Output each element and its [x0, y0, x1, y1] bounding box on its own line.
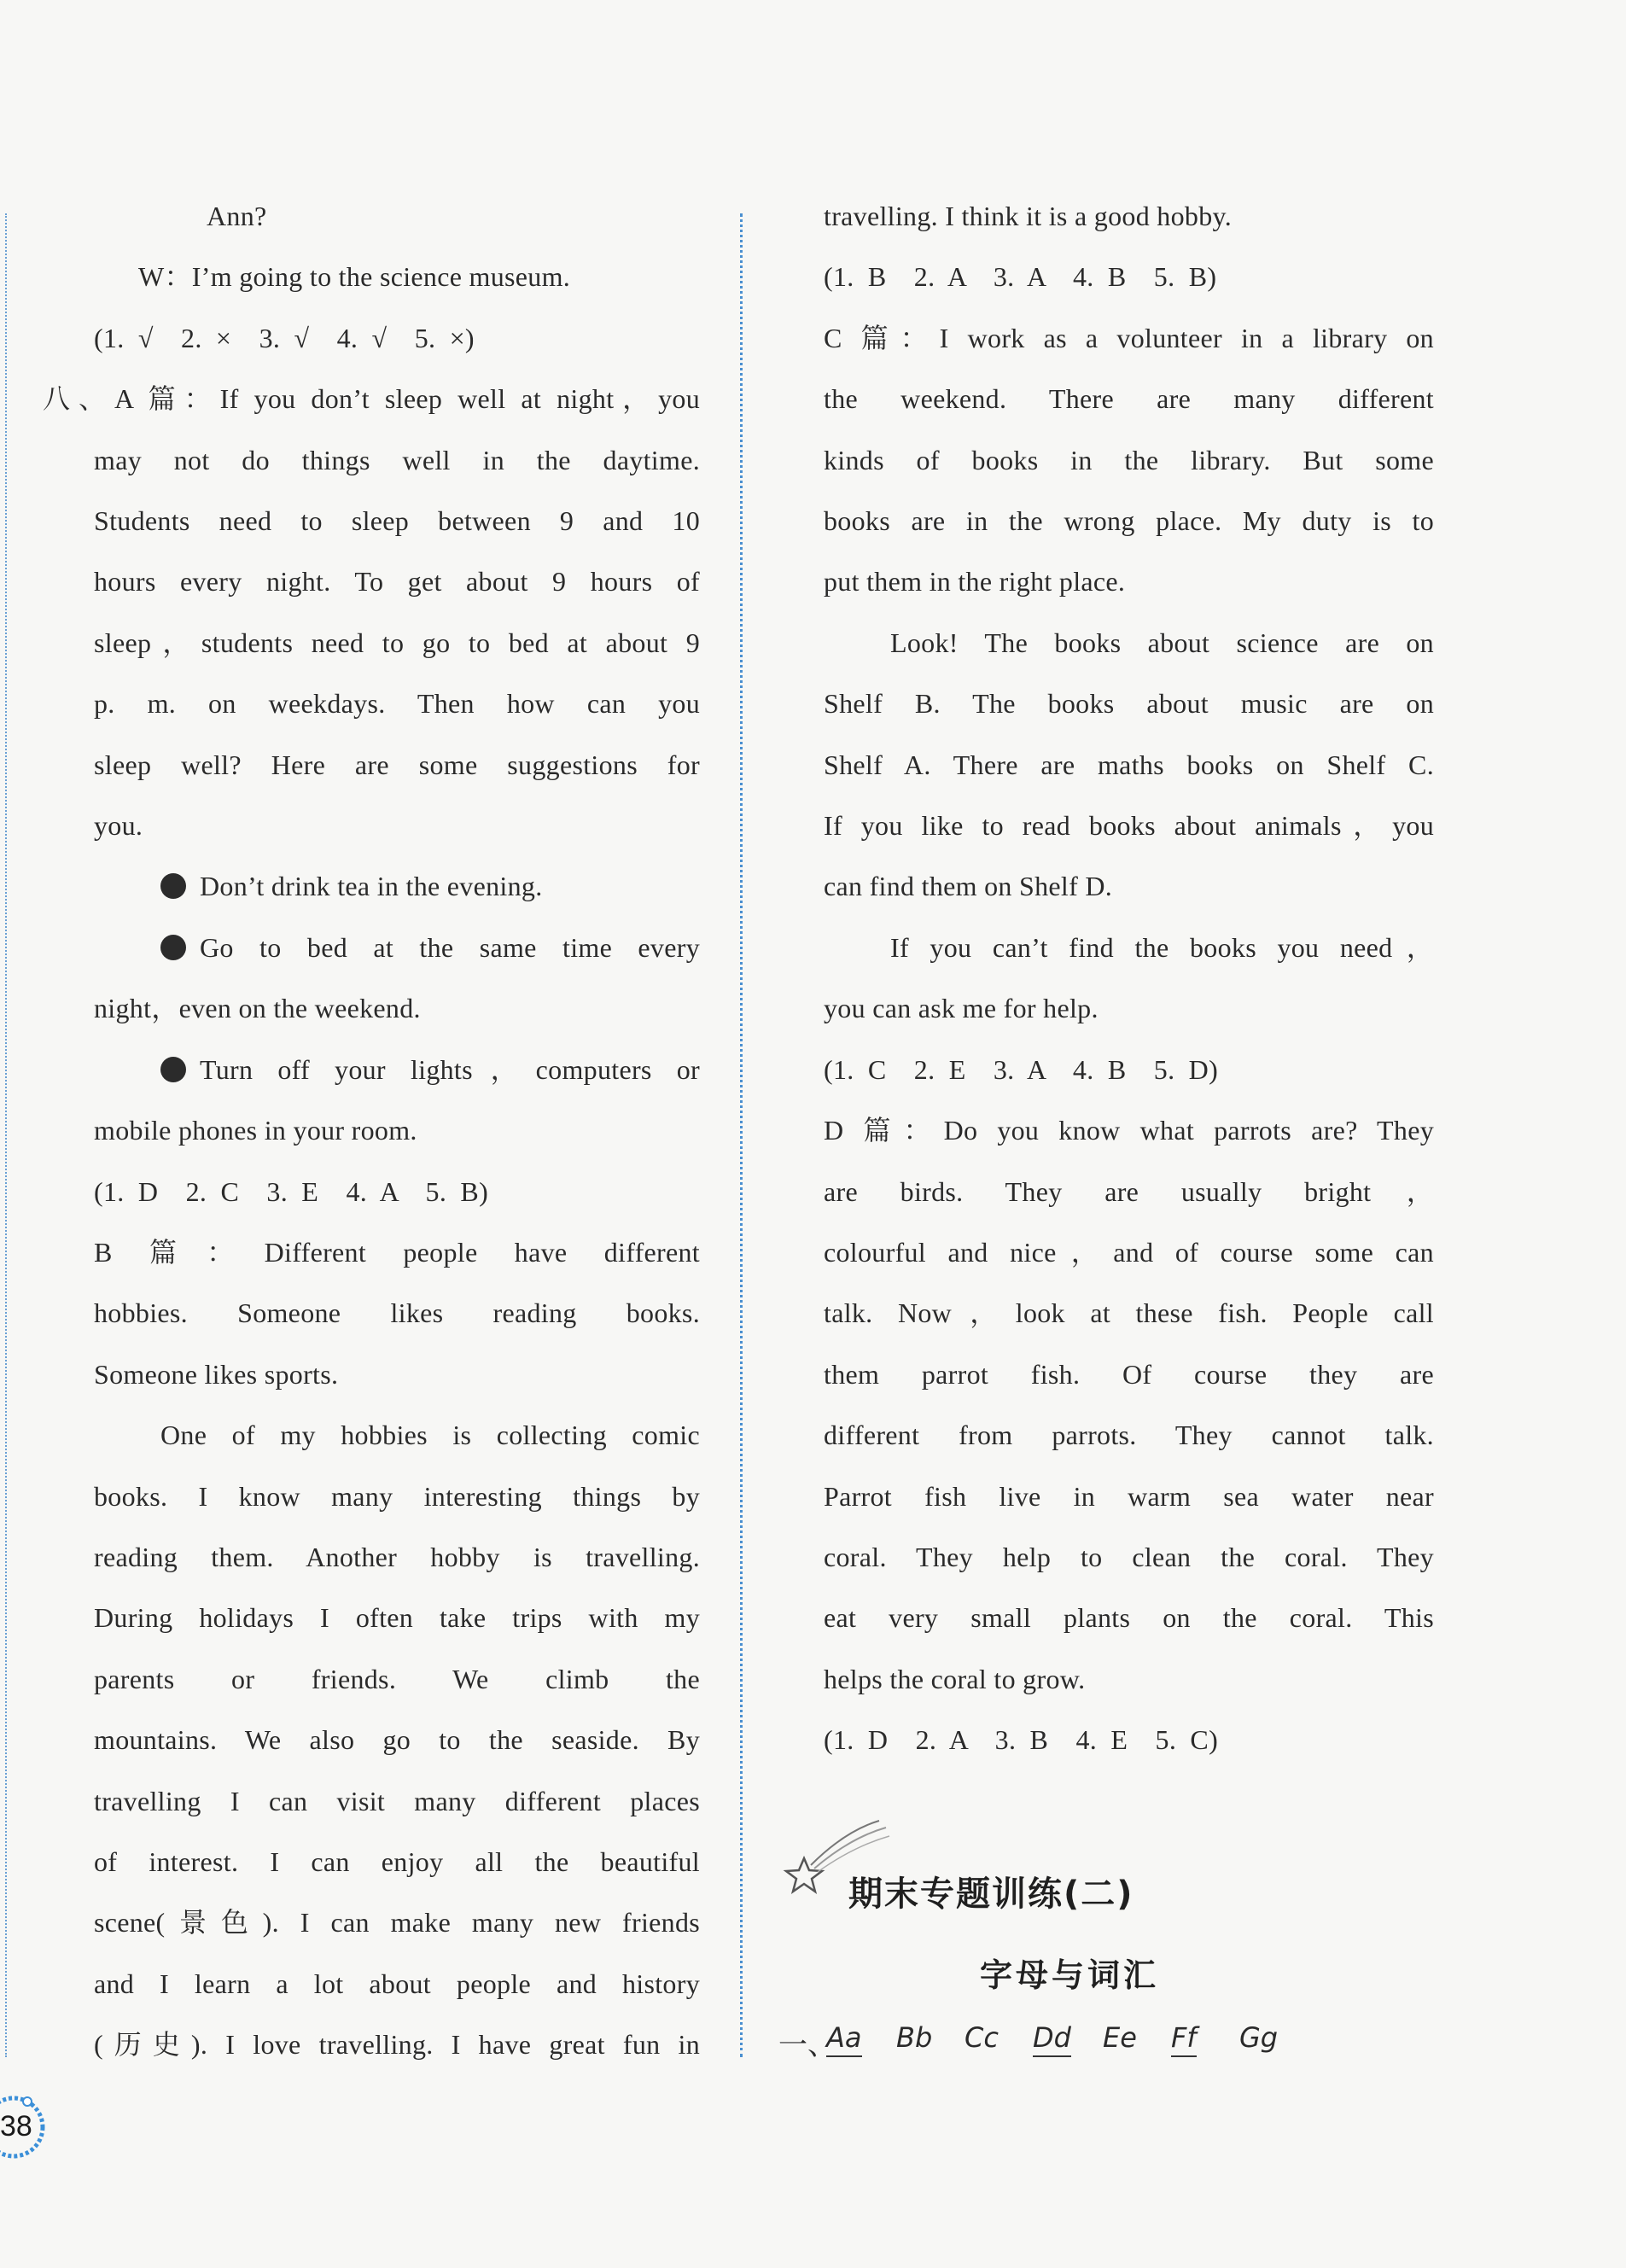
text-line: Someone likes sports.: [94, 1358, 339, 1390]
letter-pair: Bb: [896, 2021, 933, 2054]
text-line: mobile phones in your room.: [94, 1115, 417, 1146]
bullet-icon: [160, 1057, 186, 1082]
text-line: night，even on the weekend.: [94, 993, 421, 1024]
column-divider: [740, 213, 743, 2057]
text-line: hobbies. Someone likes reading books.: [94, 1297, 700, 1329]
answer-key: (1. B 2. A 3. A 4. B 5. B): [824, 261, 1217, 293]
text-line: B 篇：Different people have different: [94, 1236, 700, 1268]
text-line: W：I’m going to the science museum.: [138, 261, 571, 293]
text-line: D 篇：Do you know what parrots are? They: [824, 1115, 1434, 1146]
text-line: different from parrots. They cannot talk.: [824, 1420, 1434, 1451]
text-line: the weekend. There are many different: [824, 383, 1434, 415]
text-line: 八、A 篇：If you don’t sleep well at night，you: [43, 383, 700, 415]
answer-key: (1. √ 2. × 3. √ 4. √ 5. ×): [94, 322, 475, 353]
bullet-item: Go to bed at the same time every: [94, 918, 700, 978]
text-line: mountains. We also go to the seaside. By: [94, 1724, 700, 1756]
letter-pair: Ff: [1171, 2021, 1197, 2057]
letter-pair: Dd: [1033, 2021, 1071, 2057]
letter-pair: Gg: [1239, 2021, 1279, 2054]
section-title: 期末专题训练(二): [848, 1874, 1134, 1914]
text-line: If you can’t find the books you need，: [890, 931, 1434, 963]
text-line: hours every night. To get about 9 hours of: [94, 566, 700, 598]
bullet-icon: [160, 935, 186, 960]
text-line: (历史). I love travelling. I have great fun in: [94, 2029, 700, 2061]
text-line: can find them on Shelf D.: [824, 871, 1113, 902]
text-line: kinds of books in the library. But some: [824, 444, 1434, 475]
text-line: travelling. I think it is a good hobby.: [824, 201, 1233, 231]
text-line: them parrot fish. Of course they are: [824, 1358, 1434, 1390]
page-number: 38: [0, 2110, 32, 2143]
bullet-icon: [160, 873, 186, 899]
page-number-badge: [0, 2091, 48, 2160]
question-number: 一、: [778, 2030, 836, 2061]
bullet-item: Don’t drink tea in the evening.: [94, 856, 700, 917]
text-line: travelling I can visit many different places: [94, 1785, 700, 1816]
text-line: of interest. I can enjoy all the beautiful: [94, 1845, 700, 1877]
text-line: scene(景色). I can make many new friends: [94, 1907, 700, 1939]
text-line: sleep well? Here are some suggestions for: [94, 749, 700, 780]
text-line: books. I know many interesting things by: [94, 1480, 700, 1512]
left-margin-rule: [5, 213, 7, 2057]
left-column: [43, 186, 700, 2076]
text-line: If you like to read books about animals，you: [824, 810, 1434, 842]
text-line: During holidays I often take trips with my: [94, 1602, 700, 1634]
text-line: you.: [94, 810, 143, 842]
text-line: Students need to sleep between 9 and 10: [94, 505, 700, 537]
answer-key: (1. D 2. A 3. B 4. E 5. C): [824, 1724, 1219, 1756]
answer-key: (1. C 2. E 3. A 4. B 5. D): [824, 1053, 1219, 1085]
text-line: Parrot fish live in warm sea water near: [824, 1480, 1434, 1512]
text-line: coral. They help to clean the coral. They: [824, 1541, 1434, 1572]
text-line: helps the coral to grow.: [824, 1663, 1086, 1694]
text-line: you can ask me for help.: [824, 993, 1099, 1024]
answer-key: (1. D 2. C 3. E 4. A 5. B): [94, 1175, 489, 1207]
section-subtitle: 字母与词汇: [980, 1956, 1160, 1994]
right-column: [824, 186, 1434, 1771]
text-line: talk. Now，look at these fish. People call: [824, 1297, 1434, 1329]
text-line: Look! The books about science are on: [890, 627, 1434, 658]
text-line: sleep，students need to go to bed at about 9: [94, 627, 700, 658]
text-line: may not do things well in the daytime.: [94, 444, 700, 475]
text-line: are birds. They are usually bright，: [824, 1175, 1434, 1207]
text-line: eat very small plants on the coral. This: [824, 1602, 1434, 1634]
text-line: and I learn a lot about people and history: [94, 1968, 700, 1999]
letter-pair: Ee: [1103, 2021, 1137, 2054]
text-line: books are in the wrong place. My duty is to: [824, 505, 1434, 537]
text-line: Shelf B. The books about music are on: [824, 688, 1434, 720]
text-line: parents or friends. We climb the: [94, 1663, 700, 1694]
text-line: One of my hobbies is collecting comic: [160, 1420, 700, 1451]
text-line: reading them. Another hobby is travelling.: [94, 1541, 700, 1572]
text-line: Shelf A. There are maths books on Shelf C.: [824, 749, 1434, 780]
text-line: C 篇：I work as a volunteer in a library on: [824, 322, 1434, 353]
bullet-item: Turn off your lights，computers or: [94, 1040, 700, 1100]
letter-pair: Aa: [826, 2021, 862, 2057]
text-line: Ann?: [207, 201, 267, 231]
text-line: colourful and nice，and of course some can: [824, 1236, 1434, 1268]
text-line: put them in the right place.: [824, 566, 1126, 598]
letter-pair: Cc: [965, 2021, 999, 2054]
text-line: p. m. on weekdays. Then how can you: [94, 688, 700, 720]
